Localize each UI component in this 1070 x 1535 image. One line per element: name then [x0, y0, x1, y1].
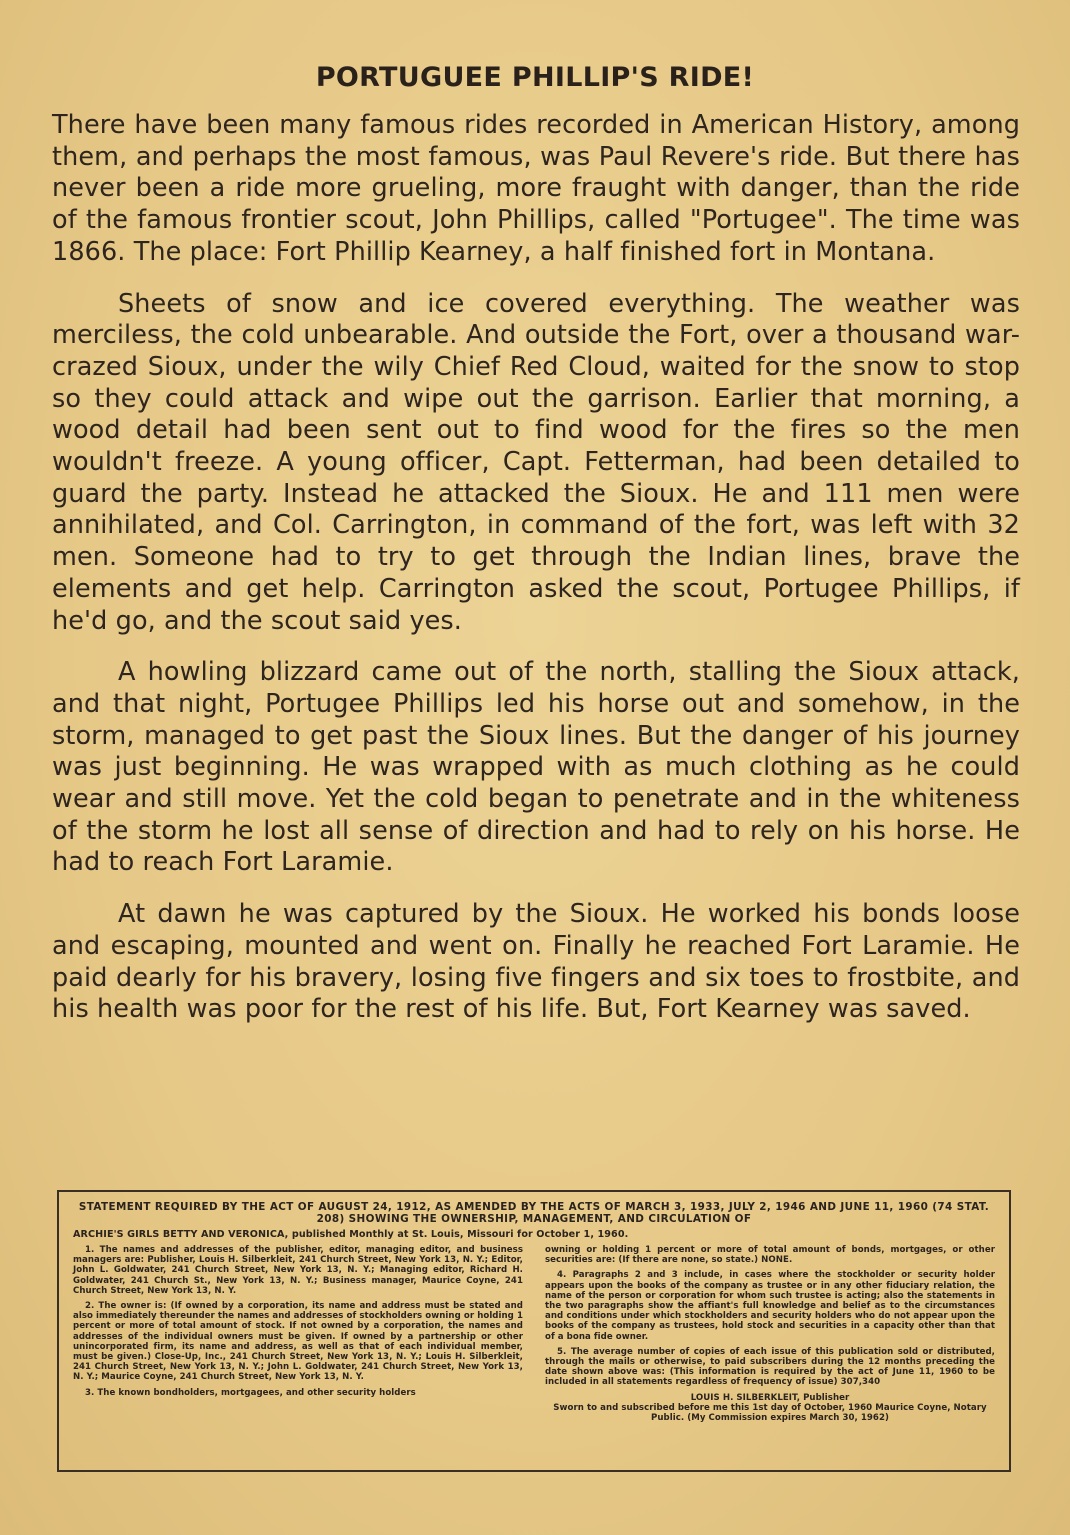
statement-publication: ARCHIE'S GIRLS BETTY AND VERONICA, published Monthly at St. Louis, Missouri for October 1, 1960. [73, 1229, 629, 1240]
statement-sworn: Sworn to and subscribed before me this 1st day of October, 1960 Maurice Coyne, Notary Public. (My Commission expires March 30, 1962) [553, 1402, 987, 1424]
statement-item-2: 2. The owner is: (If owned by a corporation, its name and address must be stated and also immediately thereunder the names and addresses of stockholders owning or holding 1 percent or more of total amount of stock. If not owned by a corporation, the names and addresses of the individual owners must be given. If owned by a partnership or other unincorporated firm, its name and address, as well as that of each individual member, must be given.) Close-Up, Inc., 241 Church Street, New York 13, N. Y.; Louis H. Silberkleit, 241 Church Street, New York 13, N. Y.; John L. Goldwater, 241 Church Street, New York 13, N. Y.; Maurice Coyne, 241 Church Street, New York 13, N. Y. [73, 1301, 523, 1383]
ownership-statement-box [57, 1190, 1011, 1472]
story-paragraph-2: Sheets of snow and ice covered everything. The weather was merciless, the cold unbearable. And outside the Fort, over a thousand war-crazed Sioux, under the wily Chief Red Cloud, waited for the snow to stop so they could attack and wipe out the garrison. Earlier that morning, a wood detail had been sent out to find wood for the fires so the men wouldn't freeze. A young officer, Capt. Fetterman, had been detailed to guard the party. Instead he attacked the Sioux. He and 111 men were annihilated, and Col. Carrington, in command of the fort, was left with 32 men. Someone had to try to get through the Indian lines, brave the elements and get help. Carrington asked the scout, Portugee Phillips, if he'd go, and the scout said yes. [52, 288, 1020, 636]
story-paragraph-1: There have been many famous rides recorded in American History, among them, and perhaps the most famous, was Paul Revere's ride. But there has never been a ride more grueling, more fraught with danger, than the ride of the famous frontier scout, John Phillips, called "Portugee". The time was 1866. The place: Fort Phillip Kearney, a half finished fort in Montana. [52, 110, 1020, 267]
statement-heading: STATEMENT REQUIRED BY THE ACT OF AUGUST 24, 1912, AS AMENDED BY THE ACTS OF MARCH 3, 1933, JULY 2, 1946 AND JUNE 11, 1960 (74 STAT. 208) SHOWING THE OWNERSHIP, MANAGEMENT, AND CIRCULATION OF [78, 1201, 990, 1225]
statement-item-1: 1. The names and addresses of the publisher, editor, managing editor, and business managers are: Publisher, Louis H. Silberkleit, 241 Church Street, New York 13, N. Y.; Editor, John L. Goldwater, 241 Church Street, New York 13, N. Y.; Managing editor, Richard H. Goldwater, 241 Church St., New York 13, N. Y.; Business manager, Maurice Coyne, 241 Church Street, New York 13, N. Y. [73, 1245, 523, 1296]
statement-item-3-cont: owning or holding 1 percent or more of total amount of bonds, mortgages, or other securities are: (If there are none, so state.) NONE. [545, 1245, 995, 1266]
statement-right-column [545, 1245, 995, 1423]
story-title: PORTUGUEE PHILLIP'S RIDE! [315, 62, 755, 93]
story-paragraph-4: At dawn he was captured by the Sioux. He worked his bonds loose and escaping, mounted and went on. Finally he reached Fort Laramie. He paid dearly for his bravery, losing five fingers and six toes to frostbite, and his health was poor for the rest of his life. But, Fort Kearney was saved. [52, 899, 1020, 1025]
story-body [52, 110, 1020, 1046]
statement-item-5: 5. The average number of copies of each issue of this publication sold or distributed, through the mails or otherwise, to paid subscribers during the 12 months preceding the date shown above was: (This information is required by the act of June 11, 1960 to be included in all statements regardless of frequency of issue) 307,340 [545, 1346, 995, 1388]
statement-signature: LOUIS H. SILBERKLEIT, Publisher [690, 1392, 850, 1403]
statement-item-4: 4. Paragraphs 2 and 3 include, in cases where the stockholder or security holder appears upon the books of the company as trustee or in any other fiduciary relation, the name of the person or corporation for whom such trustee is acting; also the statements in the two paragraphs show the affiant's full knowledge and belief as to the circumstances and conditions under which stockholders and security holders who do not appear upon the books of the company as trustees, hold stock and securities in a capacity other than that of a bona fide owner. [545, 1270, 995, 1342]
statement-item-3: 3. The known bondholders, mortgagees, and other security holders [85, 1387, 416, 1398]
statement-left-column [73, 1245, 523, 1423]
story-paragraph-3: A howling blizzard came out of the north, stalling the Sioux attack, and that night, Portugee Phillips led his horse out and somehow, in the storm, managed to get past the Sioux lines. But the danger of his journey was just beginning. He was wrapped with as much clothing as he could wear and still move. Yet the cold began to penetrate and in the whiteness of the storm he lost all sense of direction and had to rely on his horse. He had to reach Fort Laramie. [52, 657, 1020, 878]
statement-columns [73, 1245, 995, 1423]
